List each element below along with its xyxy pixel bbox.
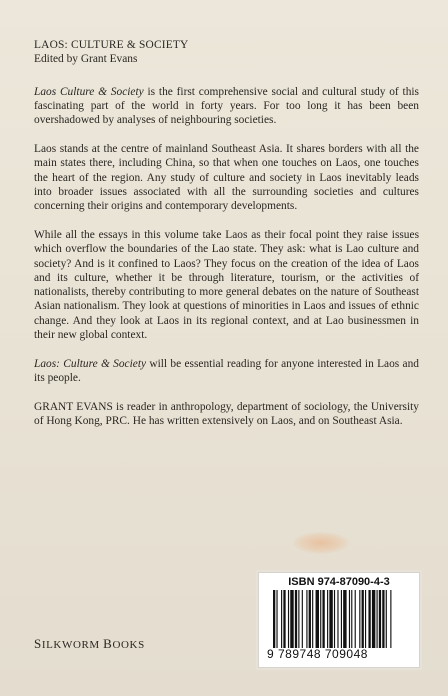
barcode-bar xyxy=(276,590,277,648)
barcode-bar xyxy=(320,590,321,648)
barcode-bar xyxy=(390,590,391,648)
barcode-bar xyxy=(386,590,387,648)
title-block xyxy=(34,38,419,67)
barcode-bar xyxy=(316,590,319,648)
barcode-bar xyxy=(379,590,381,648)
barcode-bar xyxy=(298,590,299,648)
recommendation-book-title: Laos: Culture & Society xyxy=(34,357,147,370)
barcode-bars xyxy=(273,590,407,648)
barcode-bar xyxy=(341,590,342,648)
paragraph-recommendation xyxy=(34,357,419,386)
barcode-bar xyxy=(368,590,370,648)
barcode-bar xyxy=(273,590,275,648)
barcode-bar xyxy=(362,590,364,648)
barcode-bar xyxy=(365,590,366,648)
barcode-bar xyxy=(322,590,324,648)
barcode-bar xyxy=(343,590,346,648)
barcode-bar xyxy=(334,590,335,648)
barcode-bar xyxy=(312,590,313,648)
barcode-bar xyxy=(306,590,307,648)
barcode-bar xyxy=(329,590,332,648)
book-title: LAOS: CULTURE & SOCIETY xyxy=(34,39,189,51)
barcode-bar xyxy=(309,590,311,648)
ean-number: 9 789748 709048 xyxy=(267,647,368,661)
barcode-bar xyxy=(372,590,375,648)
barcode-bar xyxy=(349,590,350,648)
barcode-bar xyxy=(302,590,303,648)
barcode-bar xyxy=(377,590,378,648)
barcode-bar xyxy=(337,590,338,648)
barcode-bar xyxy=(283,590,285,648)
barcode-bar xyxy=(295,590,297,648)
barcode-bar xyxy=(359,590,360,648)
intro-book-title: Laos Culture & Society xyxy=(34,85,144,98)
barcode-bar xyxy=(355,590,356,648)
isbn-number: ISBN 974-87090-4-3 xyxy=(288,576,390,588)
paragraph-geography: Laos stands at the centre of mainland Southeast Asia. It shares borders with all the main states there, including China, so that when one touches on Laos, one touches the heart of the region. Any study of culture and society in Laos inevitably leads into broader issues associated with all the surrounding societies and cultures concerning their origins and contemporary developments. xyxy=(34,142,419,213)
barcode-bar xyxy=(327,590,328,648)
recommendation-text: will be essential reading for anyone interested in Laos and its people. xyxy=(34,357,419,385)
barcode-label xyxy=(258,572,420,668)
barcode-bar xyxy=(382,590,384,648)
paragraph-author-bio: GRANT EVANS is reader in anthropology, department of sociology, the University of Hong Kong, PRC. He has written extensively on Laos, and on Southeast Asia. xyxy=(34,400,419,428)
barcode-bar xyxy=(290,590,293,648)
publisher-name: SILKWORM BOOKS xyxy=(34,636,145,651)
paragraph-intro xyxy=(34,85,419,128)
barcode-bar xyxy=(281,590,282,648)
stain-mark xyxy=(293,532,349,554)
paragraph-essays: While all the essays in this volume take Laos as their focal point they raise issues which overflow the boundaries of the Lao state. They ask: what is Lao culture and society? And is it confined to Laos? They focus on the creation of the idea of Laos and its culture, whether it be through literature, tourism, or the activities of nationalists, thereby contributing to more general debates on the nature of Southeast Asian nationalism. They look at questions of minorities in Laos and issues of ethnic change. And they look at Laos in its regional context, and at Lao businessmen in their new global context. xyxy=(34,228,419,342)
intro-text: is the first comprehensive social and cultural study of this fascinating part of the world in forty years. For too long it has been been overshadowed by analyses of neighbouring societies. xyxy=(34,85,419,127)
cover-text xyxy=(34,38,419,443)
barcode-bar xyxy=(351,590,352,648)
barcode-bar xyxy=(288,590,289,648)
editor-credit: Edited by Grant Evans xyxy=(34,53,138,66)
